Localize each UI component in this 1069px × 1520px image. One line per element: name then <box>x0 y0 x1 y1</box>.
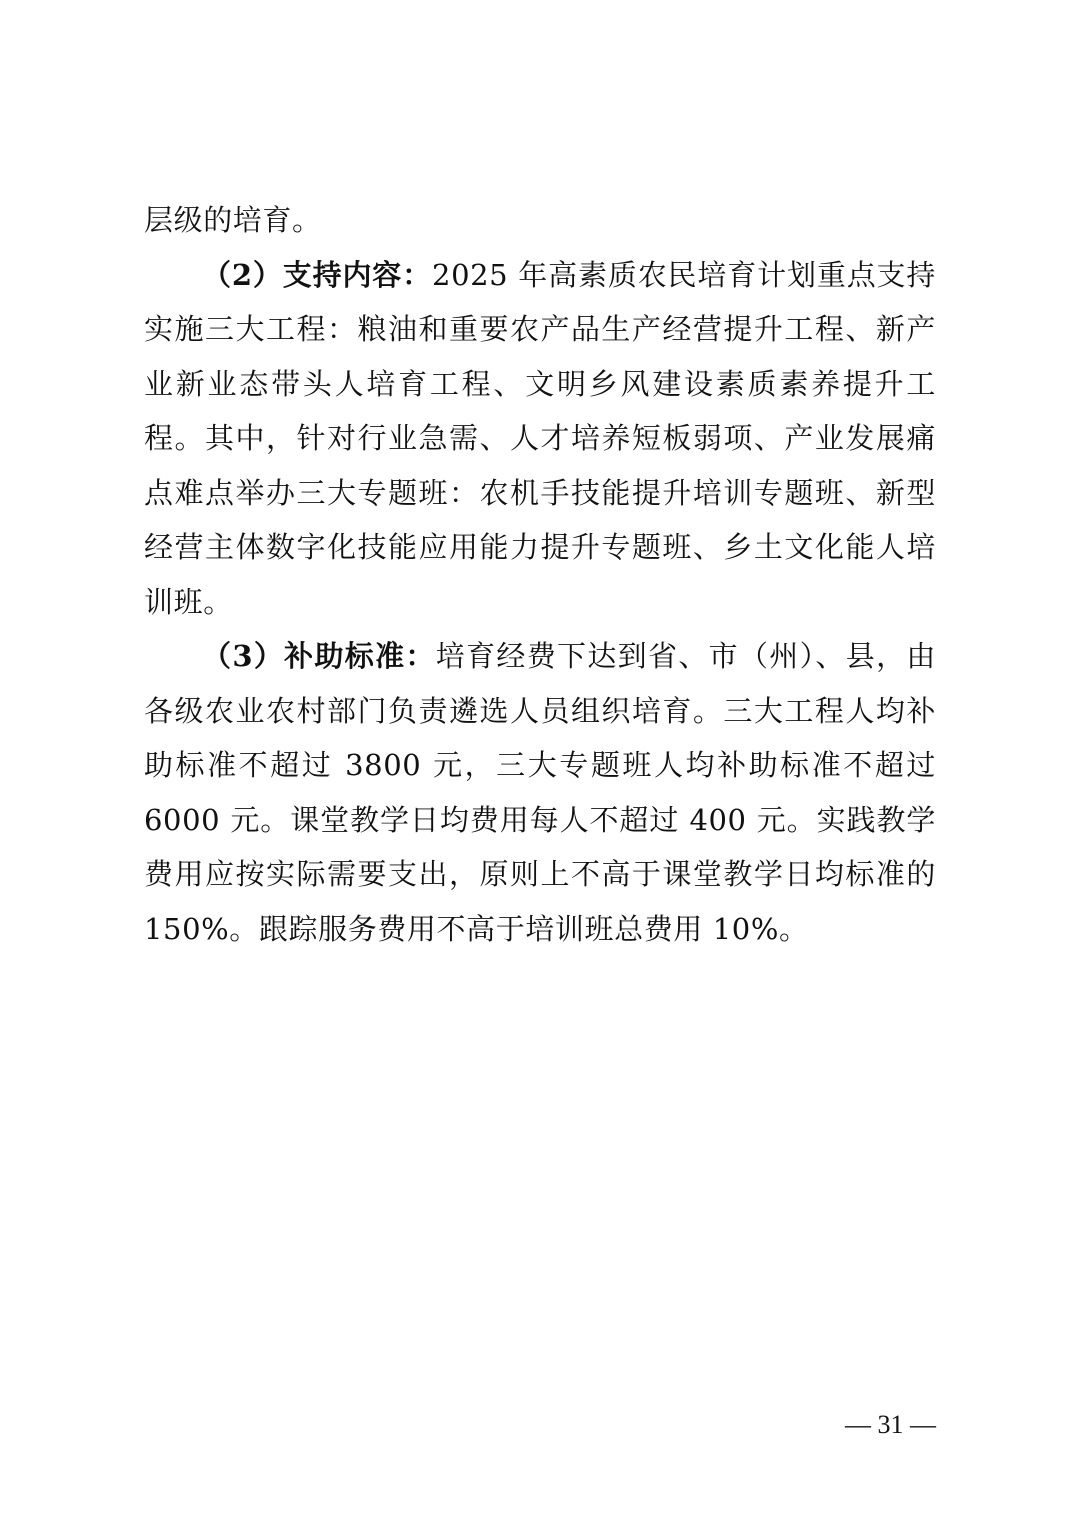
page-number: — 31 — <box>845 1410 936 1439</box>
paragraph-continued <box>144 193 936 248</box>
support-content-label: （2）支持内容： <box>202 257 433 292</box>
paragraph-subsidy-standard <box>144 629 936 956</box>
paragraph-support-content <box>144 248 936 630</box>
paragraph-continued-text: 层级的培育。 <box>144 203 322 237</box>
subsidy-standard-text: 培育经费下达到省、市（州）、县，由各级农业农村部门负责遴选人员组织培育。三大工程人均补助标准不超过 3800 元，三大专题班人均补助标准不超过 6000 元。课堂教学日均费用每人不超过 400 元。实践教学费用应按实际需要支出，原则上不高于课堂教学日均标准的 150%。跟踪服务费用不高于培训班总费用 10%。 <box>144 639 936 946</box>
support-content-text: 2025 年高素质农民培育计划重点支持实施三大工程：粮油和重要农产品生产经营提升工程、新产业新业态带头人培育工程、文明乡风建设素质素养提升工程。其中，针对行业急需、人才培养短板弱项、产业发展痛点难点举办三大专题班：农机手技能提升培训专题班、新型经营主体数字化技能应用能力提升专题班、乡土文化能人培训班。 <box>144 257 936 619</box>
subsidy-standard-label: （3）补助标准： <box>202 639 436 673</box>
document-body <box>144 193 936 956</box>
